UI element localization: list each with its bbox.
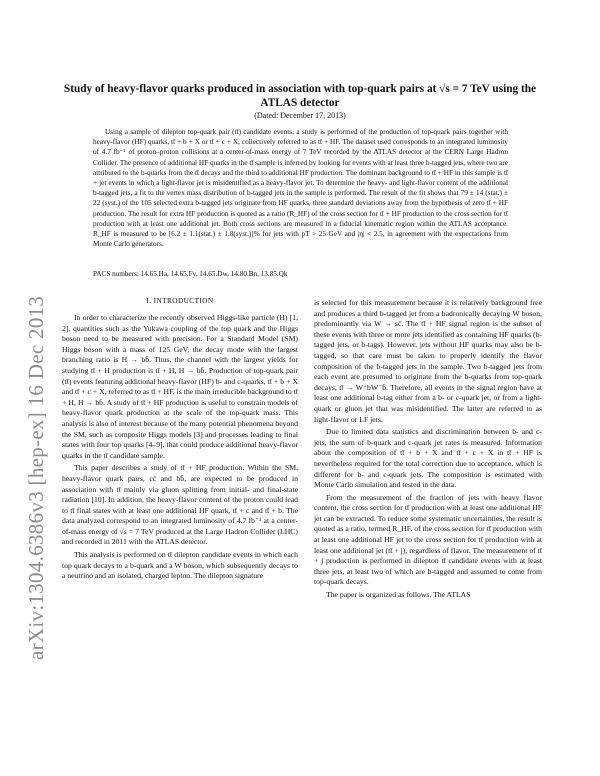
paragraph: In order to characterize the recently observed Higgs-like particle (H) [1, 2], quantities such as the Yukawa coupling of the top quark and the Higgs boson need to be measured with precision. For a Standard Model (SM) Higgs boson with a mass of 125 GeV, the decay mode with the largest branching ratio is H → bb̄. Thus, the channel with the largest yields for studying tt̄ + H production is tt̄ + H, H → bb̄. Production of top-quark pair (tt̄) events featuring additional heavy-flavor (HF) b- and c-quarks, tt̄ + b + X and tt̄ + c + X, referred to as tt̄ + HF, is the main irreducible background to tt̄ + H, H → bb̄. A study of tt̄ + HF production is useful to constrain models of heavy-flavor quark production at the scale of the top-quark mass. This analysis is also of interest because of the many potential phenomena beyond the SM, such as composite Higgs models [3] and processes leading to final states with four top quarks [4–9], that could produce additional heavy-flavor quarks in the tt̄ candidate sample. <box>62 313 298 460</box>
section-heading-introduction: I. INTRODUCTION <box>146 296 214 305</box>
paper-title: Study of heavy-flavor quarks produced in association with top-quark pairs at √s = 7 TeV using the ATLAS detector <box>63 83 537 109</box>
paragraph: This paper describes a study of tt̄ + HF production. Within the SM, heavy-flavor quark pairs, cc̄ and bb̄, are expected to be produced in association with tt̄ mainly via gluon splitting from initial- and final-state radiation [10]. In addition, the heavy-flavor content of the proton could lead to tt̄ final states with at least one additional HF quark, tt̄ + c and tt̄ + b. The data analyzed correspond to an integrated luminosity of 4.7 fb⁻¹ at a center-of-mass energy of √s = 7 TeV produced at the Large Hadron Collider (LHC) and recorded in 2011 with the ATLAS detector. <box>62 463 298 547</box>
paragraph: is selected for this measurement because it is relatively background free and produces a third b-tagged jet from a hadronically decaying W boson, predominantly via W → sc̄. The tt̄ + HF signal region is the subset of these events with three or more jets identified as containing HF quarks (b-tagged jets, or b-tags). However, jets without HF quarks may also be b-tagged, so that care must be taken to properly identify the flavor composition of the b-tagged jets in the sample. Two b-tagged jets from each event are presumed to originate from the b-quarks from top-quark decays, tt̄ → W⁺bW⁻b̄. Therefore, all events in the signal region have at least one additional b-tag either from a b- or c-quark jet, or from a light-quark or gluon jet that was misidentified. The latter are referred to as light-flavor or LF jets. <box>314 298 543 424</box>
abstract <box>93 127 508 249</box>
pacs-numbers: PACS numbers: 14.65.Ha, 14.65.Fy, 14.65.Dw, 14.80.Bn, 13.85.Qk <box>93 270 288 278</box>
left-column <box>62 313 298 582</box>
paragraph: This analysis is performed on tt̄ dilepton candidate events in which each top quark decays to a b-quark and a W boson, which subsequently decays to a neutrino and an isolated, charged lepton. The dilepton signature <box>62 550 298 581</box>
arxiv-sidebar <box>4 140 48 660</box>
paragraph: The paper is organized as follows. The ATLAS <box>326 590 471 600</box>
paragraph: From the measurement of the fraction of jets with heavy flavor content, the cross section for tt̄ production with at least one additional HF jet can be extracted. To reduce some systematic uncertainties, the result is quoted as a ratio, termed R_HF, of the cross section for tt̄ production with at least one additional HF jet to the cross section for tt̄ production with at least one additional jet (tt̄ + j), regardless of flavor. The measurement of tt̄ + j production is performed in dilepton tt̄ candidate events with at least three jets, at least two of which are b-tagged and assumed to come from top-quark decays. <box>314 492 542 587</box>
arxiv-identifier: arXiv:1304.6386v3 [hep-ex] 16 Dec 2013 <box>24 295 48 660</box>
paragraph: Due to limited data statistics and discrimination between b- and c-jets, the sum of b-quark and c-quark jet rates is measured. Information about the composition of tt̄ + b + X and tt̄ + c + X in tt̄ + HF is nevertheless required for the total correction due to acceptance, which is different for b- and c-quark jets. The composition is estimated with Monte Carlo simulation and tested in the data. <box>314 427 542 490</box>
right-column <box>314 298 542 601</box>
paper-date: (Dated: December 17, 2013) <box>254 111 346 120</box>
abstract-text: Using a sample of dilepton top-quark pair (tt̄) candidate events, a study is performed of the production of top-quark pairs together with heavy-flavor (HF) quarks, tt̄ + b + X or tt̄ + c + X, collectively referred to as tt̄ + HF. The dataset used corresponds to an integrated luminosity of 4.7 fb⁻¹ of proton–proton collisions at a center-of-mass energy of 7 TeV recorded by the ATLAS detector at the CERN Large Hadron Collider. The presence of additional HF quarks in the tt̄ sample is inferred by looking for events with at least three b-tagged jets, where two are attributed to the b-quarks from the tt̄ decays and the third to additional HF production. The dominant background to tt̄ + HF in this sample is tt̄ + jet events in which a light-flavor jet is misidentified as a heavy-flavor jet. To determine the heavy- and light-flavor content of the additional b-tagged jets, a fit to the vertex mass distribution of b-tagged jets in the sample is performed. The result of the fit shows that 79 ± 14 (stat.) ± 22 (syst.) of the 105 selected extra b-tagged jets originate from HF quarks, three standard deviations away from the hypothesis of zero tt̄ + HF production. The result for extra HF production is quoted as a ratio (R_HF) of the cross section for tt̄ + HF production to the cross section for tt̄ production with at least one additional jet. Both cross sections are measured in a fiducial kinematic region within the ATLAS acceptance. R_HF is measured to be [6.2 ± 1.1(stat.) ± 1.8(syst.)]% for jets with pT > 25 GeV and |η| < 2.5, in agreement with the expectations from Monte Carlo generators. <box>93 128 508 249</box>
